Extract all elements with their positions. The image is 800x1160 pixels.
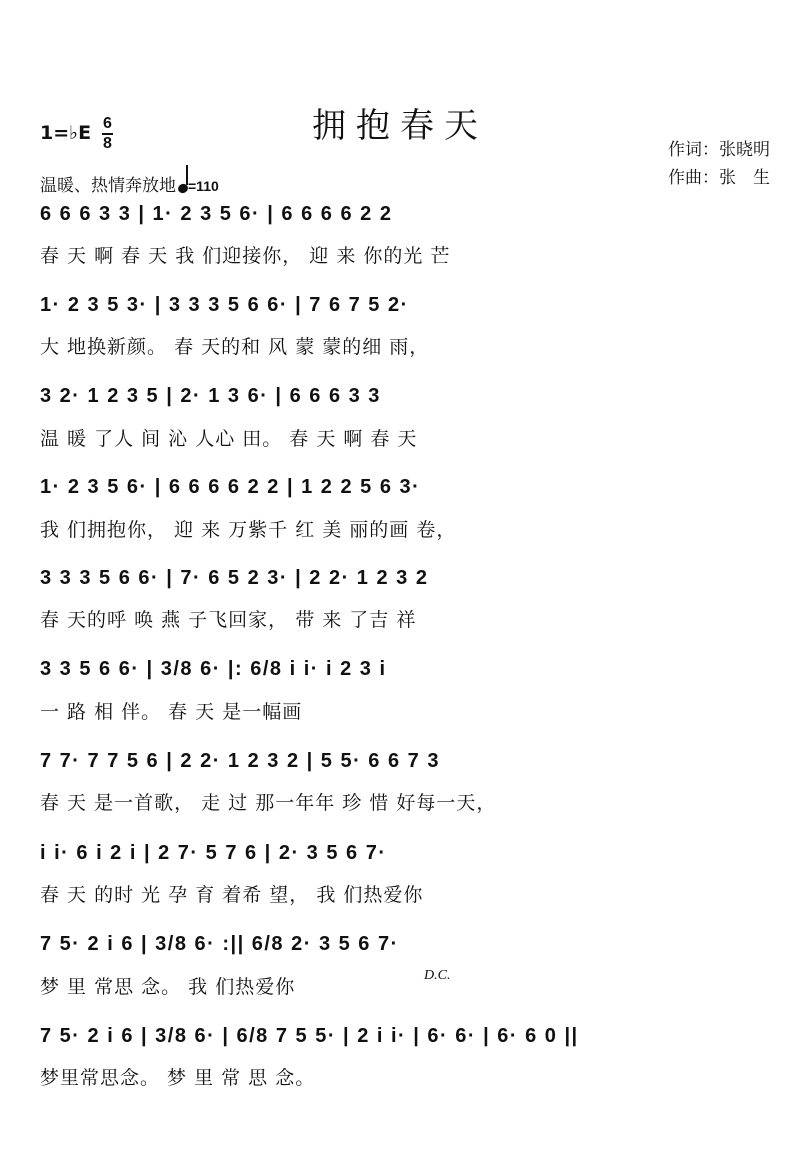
time-signature xyxy=(102,116,113,152)
da-capo-marking: D.C. xyxy=(424,968,451,983)
time-numerator: 6 xyxy=(103,115,112,132)
notation-row: 7 7· 7 7 5 6 | 2 2· 1 2 3 2 | 5 5· 6 6 7 3 xyxy=(40,750,440,772)
lyrics-row: 梦里常思念。 梦 里 常 思 念。 xyxy=(40,1067,316,1089)
notation-row: 3 3 3 5 6 6· | 7· 6 5 2 3· | 2 2· 1 2 3 2 xyxy=(40,567,429,589)
notation-row: 1· 2 3 5 6· | 6 6 6 6 2 2 | 1 2 2 5 6 3· xyxy=(40,476,421,498)
expression-text: 温暖、热情奔放地 xyxy=(40,176,176,196)
tempo-value: =110 xyxy=(188,178,219,194)
lyrics-row: 春 天 是一首歌， 走 过 那一年年 珍 惜 好每一天， xyxy=(40,792,497,814)
key-signature: 1=♭E xyxy=(40,122,92,144)
notation-row: 3 2· 1 2 3 5 | 2· 1 3 6· | 6 6 6 3 3 xyxy=(40,385,381,407)
lyrics-row: 一 路 相 伴。 春 天 是一幅画 xyxy=(40,701,303,723)
expression-marking xyxy=(40,165,219,196)
notation-row: i i· 6 i 2 i | 2 7· 5 7 6 | 2· 3 5 6 7· xyxy=(40,842,387,864)
lyrics-row: 梦 里 常思 念。 我 们热爱你 xyxy=(40,976,296,998)
song-title: 拥抱春天 xyxy=(312,106,488,146)
notation-row: 7 5· 2 i 6 | 3/8 6· :|| 6/8 2· 3 5 6 7· xyxy=(40,933,399,955)
notation-row: 6 6 6 3 3 | 1· 2 3 5 6· | 6 6 6 6 2 2 xyxy=(40,203,393,225)
lyrics-row: 春 天 啊 春 天 我 们迎接你， 迎 来 你的光 芒 xyxy=(40,245,451,267)
lyrics-row: 春 天 的时 光 孕 育 着希 望， 我 们热爱你 xyxy=(40,884,424,906)
lyricist-credit: 作词：张晓明 xyxy=(668,140,770,160)
lyrics-row: 大 地换新颜。 春 天的和 风 蒙 蒙的细 雨， xyxy=(40,336,430,358)
notation-row: 7 5· 2 i 6 | 3/8 6· | 6/8 7 5 5· | 2 i i· | 6· 6· | 6· 6 0 || xyxy=(40,1025,579,1047)
lyrics-row: 春 天的呼 唤 燕 子飞回家， 带 来 了吉 祥 xyxy=(40,609,417,631)
notation-row: 3 3 5 6 6· | 3/8 6· |: 6/8 i i· i 2 3 i xyxy=(40,658,387,680)
lyrics-row: 温 暖 了人 间 沁 人心 田。 春 天 啊 春 天 xyxy=(40,428,418,450)
composer-credit: 作曲：张 生 xyxy=(668,168,770,188)
time-denominator: 8 xyxy=(103,135,112,152)
lyrics-row: 我 们拥抱你， 迎 来 万紫千 红 美 丽的画 卷， xyxy=(40,519,457,541)
notation-row: 1· 2 3 5 3· | 3 3 3 5 6 6· | 7 6 7 5 2· xyxy=(40,294,409,316)
